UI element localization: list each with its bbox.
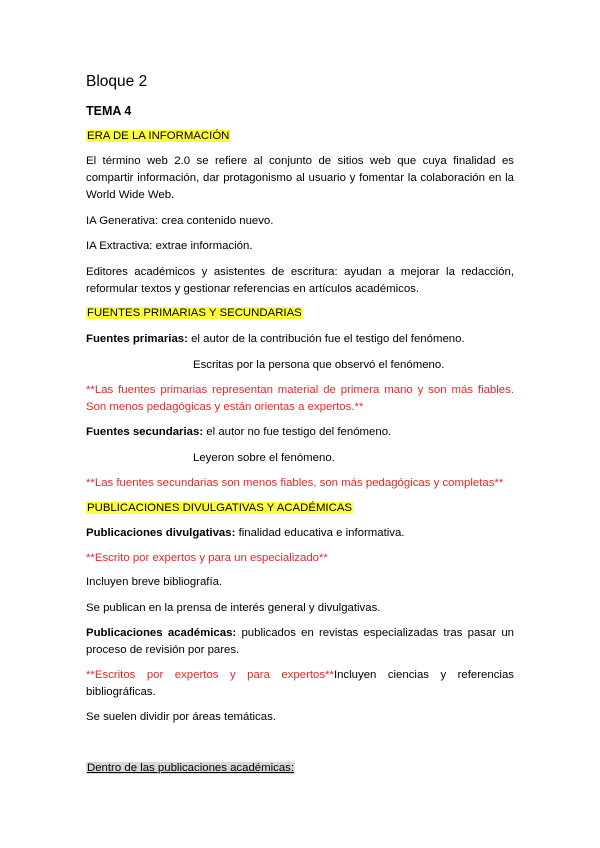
paragraph-academic-note [86, 667, 514, 701]
term-definition: el autor de la contribución fue el testigo del fenómeno. [187, 333, 465, 345]
section-heading-publications [86, 500, 514, 517]
term-label: Fuentes primarias: [86, 333, 188, 345]
secondary-sources-note: **Las fuentes secundarias son menos fiables, son más pedagógicas y completas** [86, 477, 504, 489]
primary-sources-detail: Escritas por la persona que observó el fenómeno. [193, 359, 445, 371]
block-title: Bloque 2 [86, 73, 148, 90]
topic-title: TEMA 4 [86, 104, 132, 118]
section-heading-sources [86, 305, 514, 322]
underlined-subheading: Dentro de las publicaciones académicas: [87, 762, 295, 774]
term-label: Fuentes secundarias: [86, 426, 204, 438]
paragraph-academic-publications [86, 625, 514, 659]
paragraph-thematic-areas: Se suelen dividir por áreas temáticas. [86, 711, 276, 723]
subheading-within-academic [86, 760, 514, 777]
section-heading-information-era [86, 128, 514, 145]
paragraph-press: Se publican en la prensa de interés general y divulgativas. [86, 602, 381, 614]
popular-publications-note: **Escrito por expertos y para un especializado** [86, 552, 328, 564]
paragraph-primary-sources [86, 331, 514, 348]
highlighted-heading: PUBLICACIONES DIVULGATIVAS Y ACADÉMICAS [87, 502, 353, 514]
paragraph-secondary-sources [86, 424, 514, 441]
primary-sources-note: **Las fuentes primarias representan material de primera mano y son más fiables. Son menos pedagógicas y están orientas a expertos.** [86, 384, 514, 413]
paragraph-ia-generative: IA Generativa: crea contenido nuevo. [86, 215, 274, 227]
highlighted-heading: ERA DE LA INFORMACIÓN [87, 130, 230, 142]
term-definition: finalidad educativa e informativa. [235, 527, 405, 539]
term-definition: el autor no fue testigo del fenómeno. [203, 426, 392, 438]
academic-note-red: **Escritos por expertos y para expertos** [86, 669, 334, 681]
term-label: Publicaciones divulgativas: [86, 527, 236, 539]
paragraph-popular-publications [86, 525, 514, 542]
paragraph-ia-extractive: IA Extractiva: extrae información. [86, 240, 253, 252]
highlighted-heading: FUENTES PRIMARIAS Y SECUNDARIAS [87, 307, 302, 319]
academic-note-black: Incluyen ciencias y referencias bibliográficas. [86, 669, 514, 698]
term-label: Publicaciones académicas: [86, 627, 237, 639]
paragraph-bibliography: Incluyen breve bibliografía. [86, 576, 223, 588]
term-definition: publicados en revistas especializadas tras pasar un proceso de revisión por pares. [86, 627, 514, 656]
secondary-sources-detail: Leyeron sobre el fenómeno. [193, 452, 335, 464]
paragraph-academic-editors: Editores académicos y asistentes de escritura: ayudan a mejorar la redacción, reformular textos y gestionar referencias en artículos académicos. [86, 266, 514, 295]
paragraph-web20: El término web 2.0 se refiere al conjunto de sitios web que cuya finalidad es compartir información, dar protagonismo al usuario y fomentar la colaboración en la World Wide Web. [86, 155, 514, 201]
